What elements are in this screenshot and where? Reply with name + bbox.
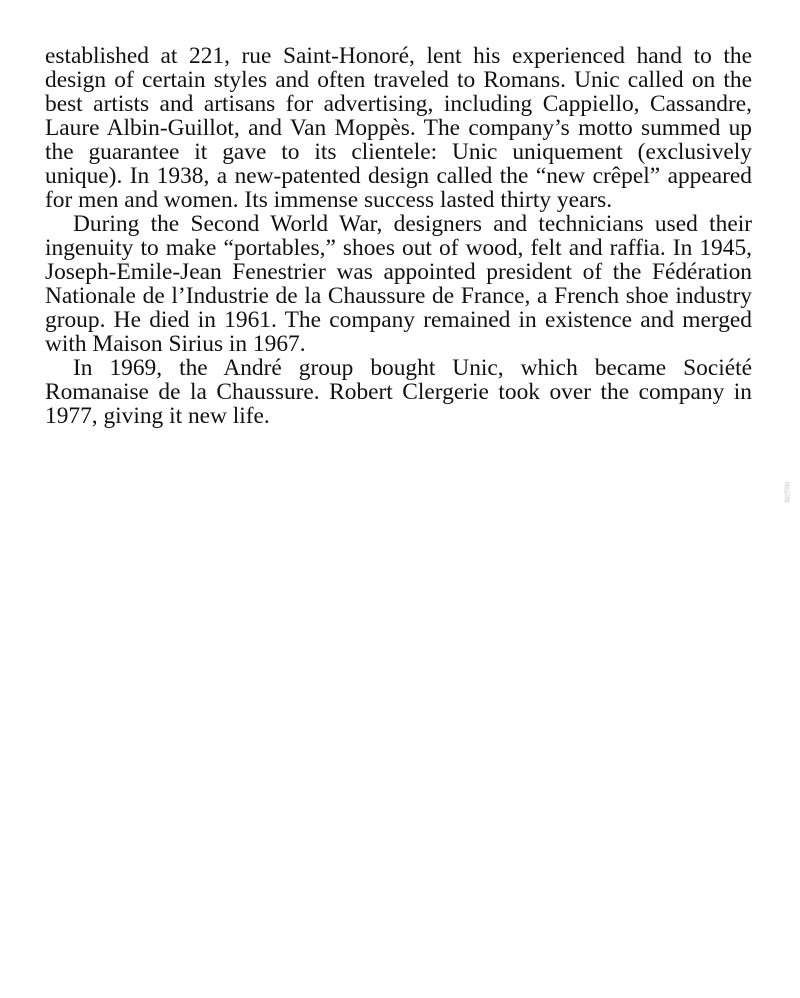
- paragraph-2: During the Second World War, designers and technicians used their ingenuity to make “portables,” shoes out of wood, felt and raffia. In 1945, Joseph-Emile-Jean Fenestrier was appointed president of the Fédération Nationale de l’Industrie de la Chaussure de France, a French shoe industry group. He died in 1961. The company remained in existence and merged with Maison Sirius in 1967.: [45, 211, 752, 357]
- paragraph-1: established at 221, rue Saint-Honoré, lent his experienced hand to the design of certain styles and often traveled to Romans. Unic called on the best artists and artisans for advertising, including Cappiello, Cassandre, Laure Albin-Guillot, and Van Moppès. The company’s motto summed up the guarantee it gave to its clientele: Unic uniquement (exclusively unique). In 1938, a new-patented design called the “new crêpel” appeared for men and women. Its immense success lasted thirty years.: [45, 43, 752, 213]
- margin-mark: 蒼松書: [783, 482, 791, 503]
- page-body: [45, 44, 752, 428]
- paragraph-3: In 1969, the André group bought Unic, which became Société Romanaise de la Chaussure. Robert Clergerie took over the company in 1977, giving it new life.: [45, 355, 752, 429]
